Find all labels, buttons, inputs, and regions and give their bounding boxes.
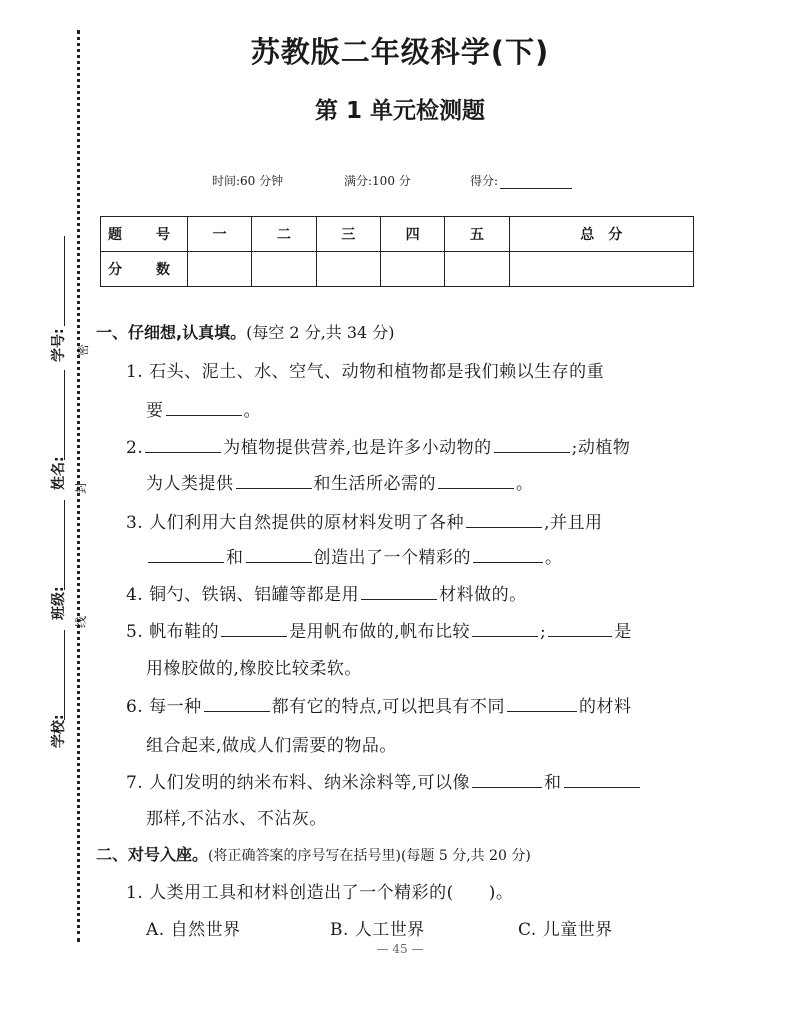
answer-blank[interactable] <box>148 545 224 563</box>
question-2-line-2: 为人类提供 和生活所必需的 。 <box>146 469 534 494</box>
score-cell[interactable] <box>316 252 380 287</box>
name-field[interactable] <box>64 370 65 460</box>
score-label: 得分: <box>470 174 499 188</box>
question-1-line-2: 要 。 <box>146 396 261 421</box>
question-3-line-2: 和 创造出了一个精彩的 。 <box>146 543 563 568</box>
school-field[interactable] <box>64 630 65 720</box>
question-5-line-1: 5. 帆布鞋的 是用帆布做的,帆布比较 ; 是 <box>126 617 632 642</box>
answer-blank[interactable] <box>472 619 538 637</box>
page-number: — 45 — <box>376 942 424 956</box>
score-cell[interactable] <box>252 252 316 287</box>
table-cell: 题 号 <box>101 217 188 252</box>
answer-blank[interactable] <box>564 770 640 788</box>
section-note: (每空 2 分,共 34 分) <box>246 323 395 342</box>
option-c[interactable]: C. 儿童世界 <box>518 920 613 940</box>
option-a[interactable]: A. 自然世界 <box>146 920 241 940</box>
score-cell[interactable] <box>380 252 444 287</box>
answer-blank[interactable] <box>473 545 543 563</box>
school-label: 学校: <box>51 714 67 748</box>
student-number-label: 学号: <box>51 328 67 362</box>
class-field[interactable] <box>64 500 65 590</box>
table-cell: 一 <box>188 217 252 252</box>
score-cell[interactable] <box>445 252 509 287</box>
question-1-line-1: 1. 石头、泥土、水、空气、动物和植物都是我们赖以生存的重 <box>126 362 605 382</box>
answer-blank[interactable] <box>507 694 577 712</box>
question-6-line-2: 组合起来,做成人们需要的物品。 <box>146 736 397 756</box>
option-b[interactable]: B. 人工世界 <box>330 920 425 940</box>
full-score-info: 满分:100 分 <box>344 174 411 188</box>
answer-blank[interactable] <box>221 619 287 637</box>
section-title: 一、仔细想,认真填。 <box>96 323 247 342</box>
question-7-line-2: 那样,不沾水、不沾灰。 <box>146 809 327 829</box>
table-cell: 分 数 <box>101 252 188 287</box>
table-row <box>101 217 694 252</box>
page-title: 苏教版二年级科学(下) <box>250 35 550 69</box>
section-note: (将正确答案的序号写在括号里)(每题 5 分,共 20 分) <box>208 848 531 864</box>
question-3-line-1: 3. 人们利用大自然提供的原材料发明了各种 ,并且用 <box>126 508 603 533</box>
score-cell[interactable] <box>509 252 693 287</box>
score-field[interactable] <box>470 172 572 189</box>
answer-blank[interactable] <box>494 435 570 453</box>
answer-blank[interactable] <box>166 398 242 416</box>
binding-mark-seal: 封 <box>74 481 88 494</box>
answer-blank[interactable] <box>145 435 221 453</box>
question-2-line-1: 2. 为植物提供营养,也是许多小动物的 ;动植物 <box>126 433 630 458</box>
table-row <box>101 252 694 287</box>
score-table <box>100 216 694 287</box>
time-info: 时间:60 分钟 <box>212 174 284 188</box>
student-number-field[interactable] <box>64 236 65 326</box>
name-label: 姓名: <box>51 456 67 490</box>
answer-blank[interactable] <box>204 694 270 712</box>
page-subtitle: 第 1 单元检测题 <box>314 98 486 124</box>
score-blank[interactable] <box>500 176 572 189</box>
table-cell: 二 <box>252 217 316 252</box>
question-6-line-1: 6. 每一种 都有它的特点,可以把具有不同 的材料 <box>126 692 632 717</box>
question-5-line-2: 用橡胶做的,橡胶比较柔软。 <box>146 659 362 679</box>
answer-blank[interactable] <box>236 471 312 489</box>
answer-blank[interactable] <box>466 510 542 528</box>
question-7-line-1: 7. 人们发明的纳米布料、纳米涂料等,可以像 和 <box>126 768 642 793</box>
binding-mark-secret: 密 <box>76 343 90 356</box>
table-cell: 三 <box>316 217 380 252</box>
question-4-line: 4. 铜勺、铁锅、铝罐等都是用 材料做的。 <box>126 580 527 605</box>
table-cell: 五 <box>445 217 509 252</box>
section-2-heading <box>96 842 531 865</box>
table-cell: 四 <box>380 217 444 252</box>
score-cell[interactable] <box>188 252 252 287</box>
choice-question-1: 1. 人类用工具和材料创造出了一个精彩的( )。 <box>126 883 514 903</box>
binding-mark-line: 线 <box>74 615 88 628</box>
section-1-heading <box>96 320 395 343</box>
answer-blank[interactable] <box>438 471 514 489</box>
answer-blank[interactable] <box>548 619 612 637</box>
class-label: 班级: <box>51 586 67 620</box>
answer-blank[interactable] <box>361 582 437 600</box>
answer-blank[interactable] <box>472 770 542 788</box>
table-cell: 总 分 <box>509 217 693 252</box>
answer-blank[interactable] <box>246 545 312 563</box>
section-title: 二、对号入座。 <box>96 845 209 864</box>
